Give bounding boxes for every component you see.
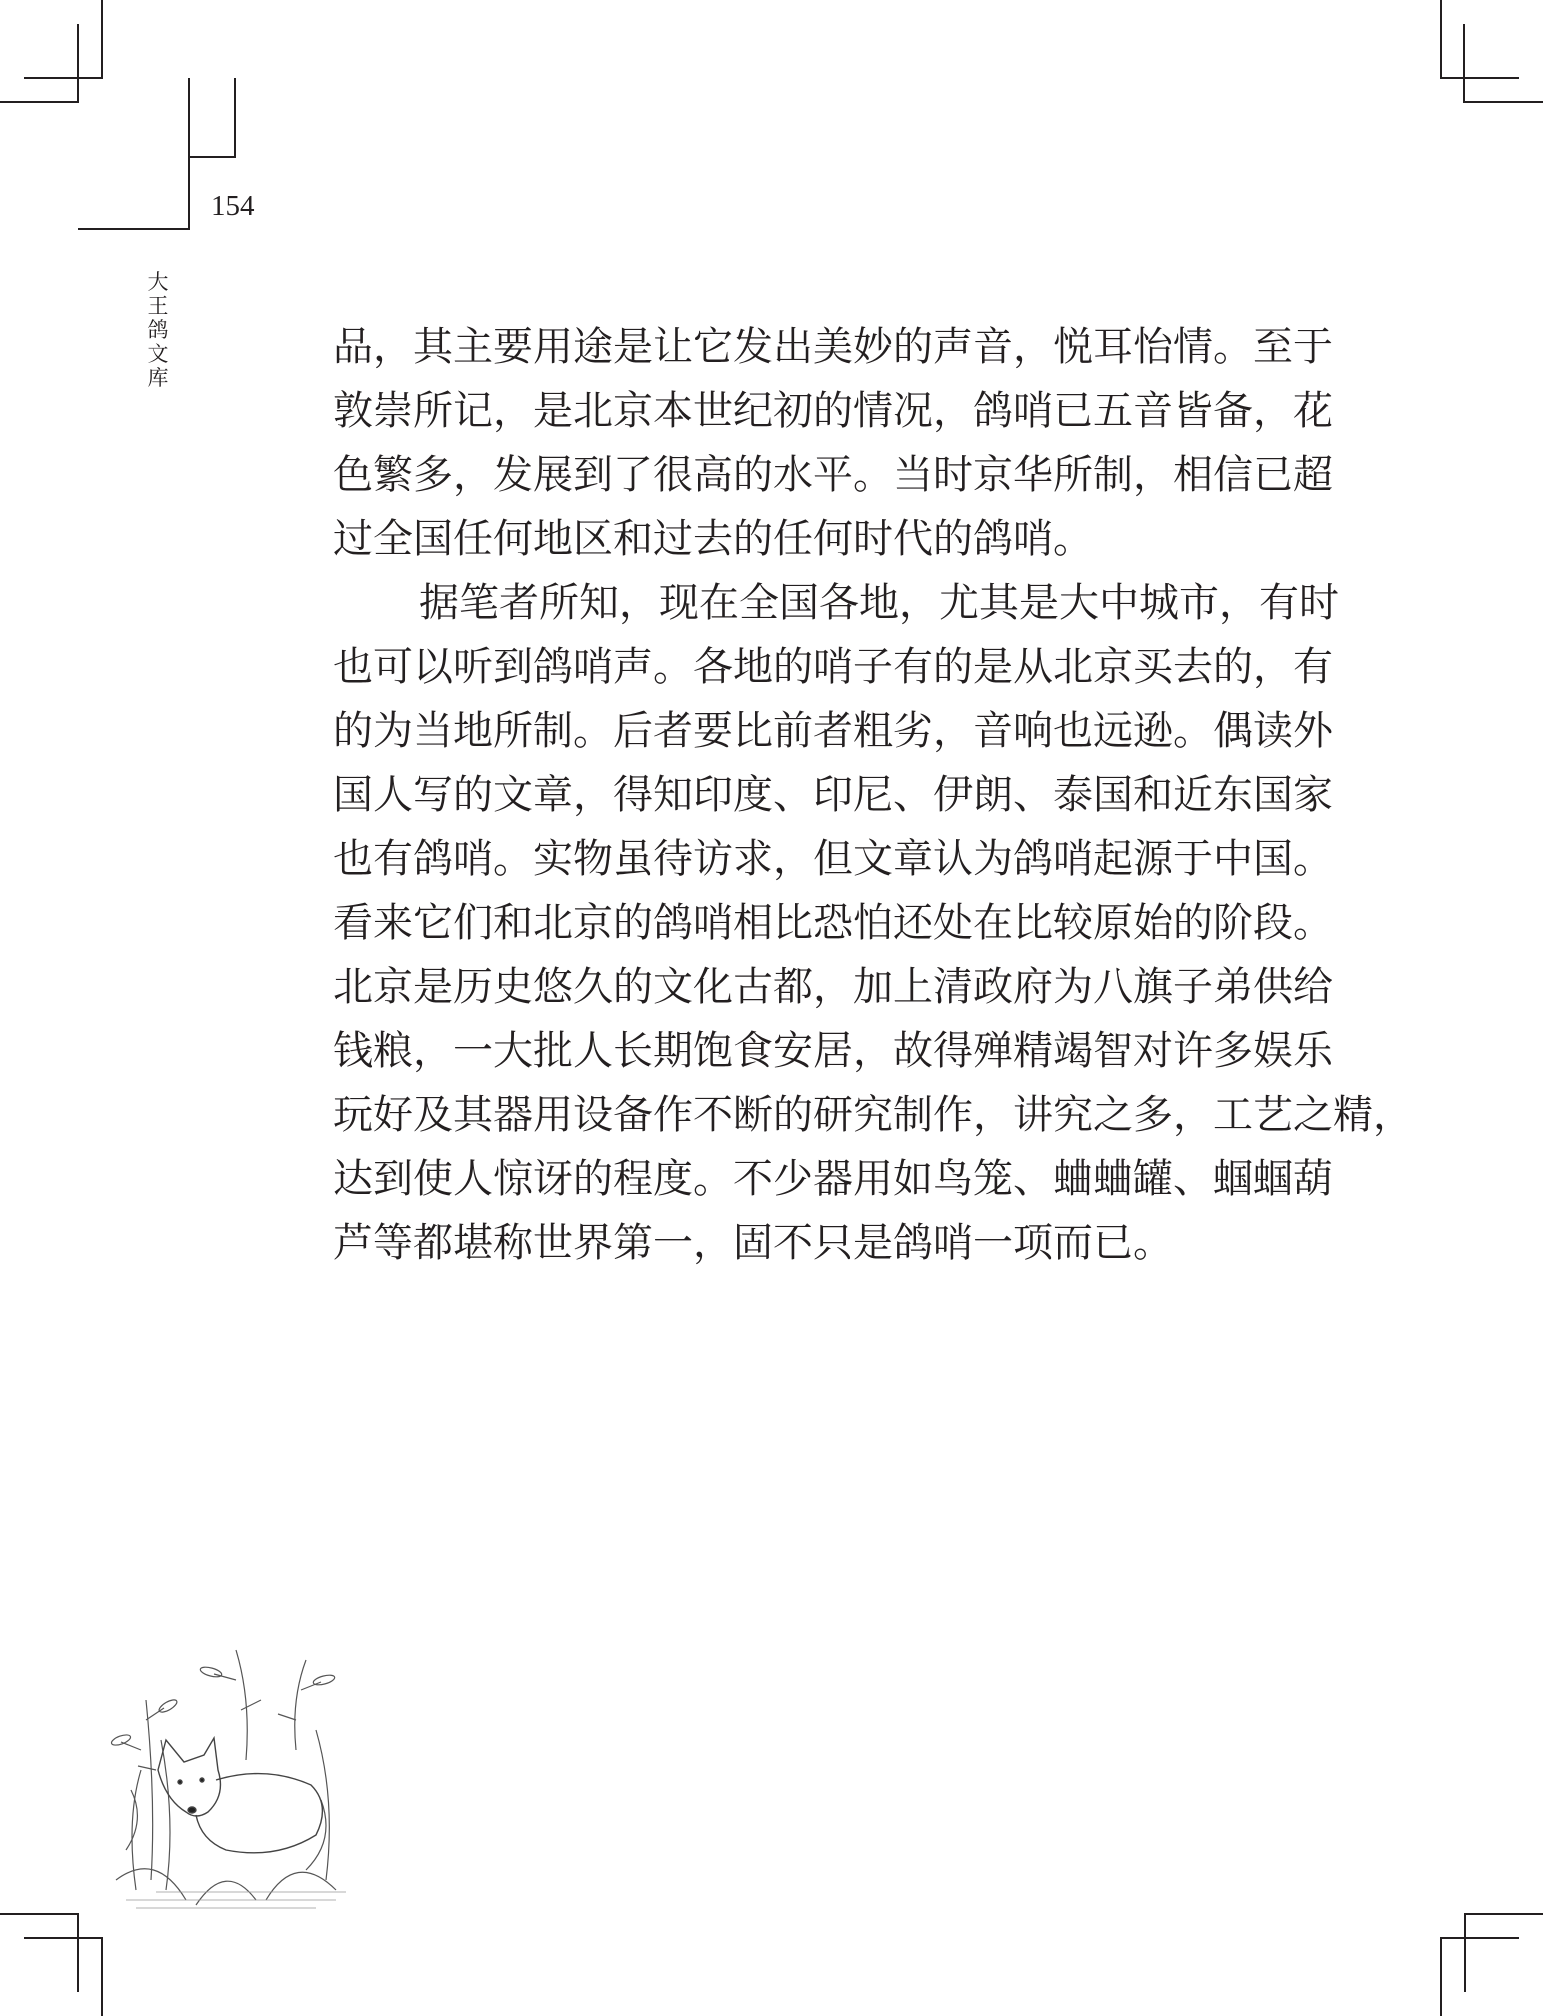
series-title-char: 鸽	[147, 318, 169, 342]
crop-mark	[1464, 1913, 1543, 1915]
text-line: 敦崇所记，是北京本世纪初的情况，鸽哨已五音皆备，花	[333, 388, 1333, 434]
text-line: 色繁多，发展到了很高的水平。当时京华所制，相信已超	[333, 452, 1333, 498]
text-line: 钱粮，一大批人长期饱食安居，故得殚精竭智对许多娱乐	[333, 1028, 1333, 1074]
folio-frame-line	[188, 78, 190, 230]
crop-mark	[101, 1937, 103, 2016]
text-line: 芦等都堪称世界第一，固不只是鸽哨一项而已。	[333, 1220, 1173, 1266]
folio-frame-line	[234, 78, 236, 158]
crop-mark	[1440, 1937, 1442, 2016]
crop-mark	[24, 1937, 103, 1939]
crop-mark	[1463, 24, 1465, 103]
folio-frame-line	[188, 156, 236, 158]
text-line: 达到使人惊讶的程度。不少器用如鸟笼、蛐蛐罐、蝈蝈葫	[333, 1156, 1333, 1202]
series-title-char: 大	[147, 270, 169, 294]
crop-mark	[0, 1913, 79, 1915]
crop-mark	[1440, 77, 1519, 79]
text-line: 玩好及其器用设备作不断的研究制作，讲究之多，工艺之精，	[333, 1092, 1413, 1138]
text-line: 也有鸽哨。实物虽待访求，但文章认为鸽哨起源于中国。	[333, 836, 1333, 882]
crop-mark	[1440, 1937, 1519, 1939]
folio-frame-line	[78, 228, 190, 230]
text-line: 北京是历史悠久的文化古都，加上清政府为八旗子弟供给	[333, 964, 1333, 1010]
crop-mark	[0, 101, 79, 103]
crop-mark	[1463, 101, 1543, 103]
crop-mark	[77, 1913, 79, 1992]
text-line: 的为当地所制。后者要比前者粗劣，音响也远逊。偶读外	[333, 708, 1333, 754]
page-number: 154	[211, 190, 255, 222]
body-text	[333, 315, 1413, 1275]
series-title	[146, 270, 170, 390]
crop-mark	[24, 77, 103, 79]
text-line: 也可以听到鸽哨声。各地的哨子有的是从北京买去的，有	[333, 644, 1333, 690]
ground-shading-icon	[126, 1892, 346, 1908]
text-line: 品，其主要用途是让它发出美妙的声音，悦耳怡情。至于	[333, 324, 1333, 370]
crop-mark	[101, 0, 103, 79]
series-title-char: 库	[147, 366, 169, 390]
crop-mark	[77, 24, 79, 103]
fox-illustration	[96, 1620, 358, 1916]
crop-mark	[1464, 1913, 1466, 1992]
series-title-char: 文	[147, 342, 169, 366]
text-line: 据笔者所知，现在全国各地，尤其是大中城市，有时	[419, 580, 1339, 626]
text-line: 看来它们和北京的鸽哨相比恐怕还处在比较原始的阶段。	[333, 900, 1333, 946]
crop-mark	[1440, 0, 1442, 79]
text-line: 过全国任何地区和过去的任何时代的鸽哨。	[333, 516, 1093, 562]
series-title-char: 王	[147, 294, 169, 318]
text-line: 国人写的文章，得知印度、印尼、伊朗、泰国和近东国家	[333, 772, 1333, 818]
fox-icon	[158, 1738, 322, 1853]
